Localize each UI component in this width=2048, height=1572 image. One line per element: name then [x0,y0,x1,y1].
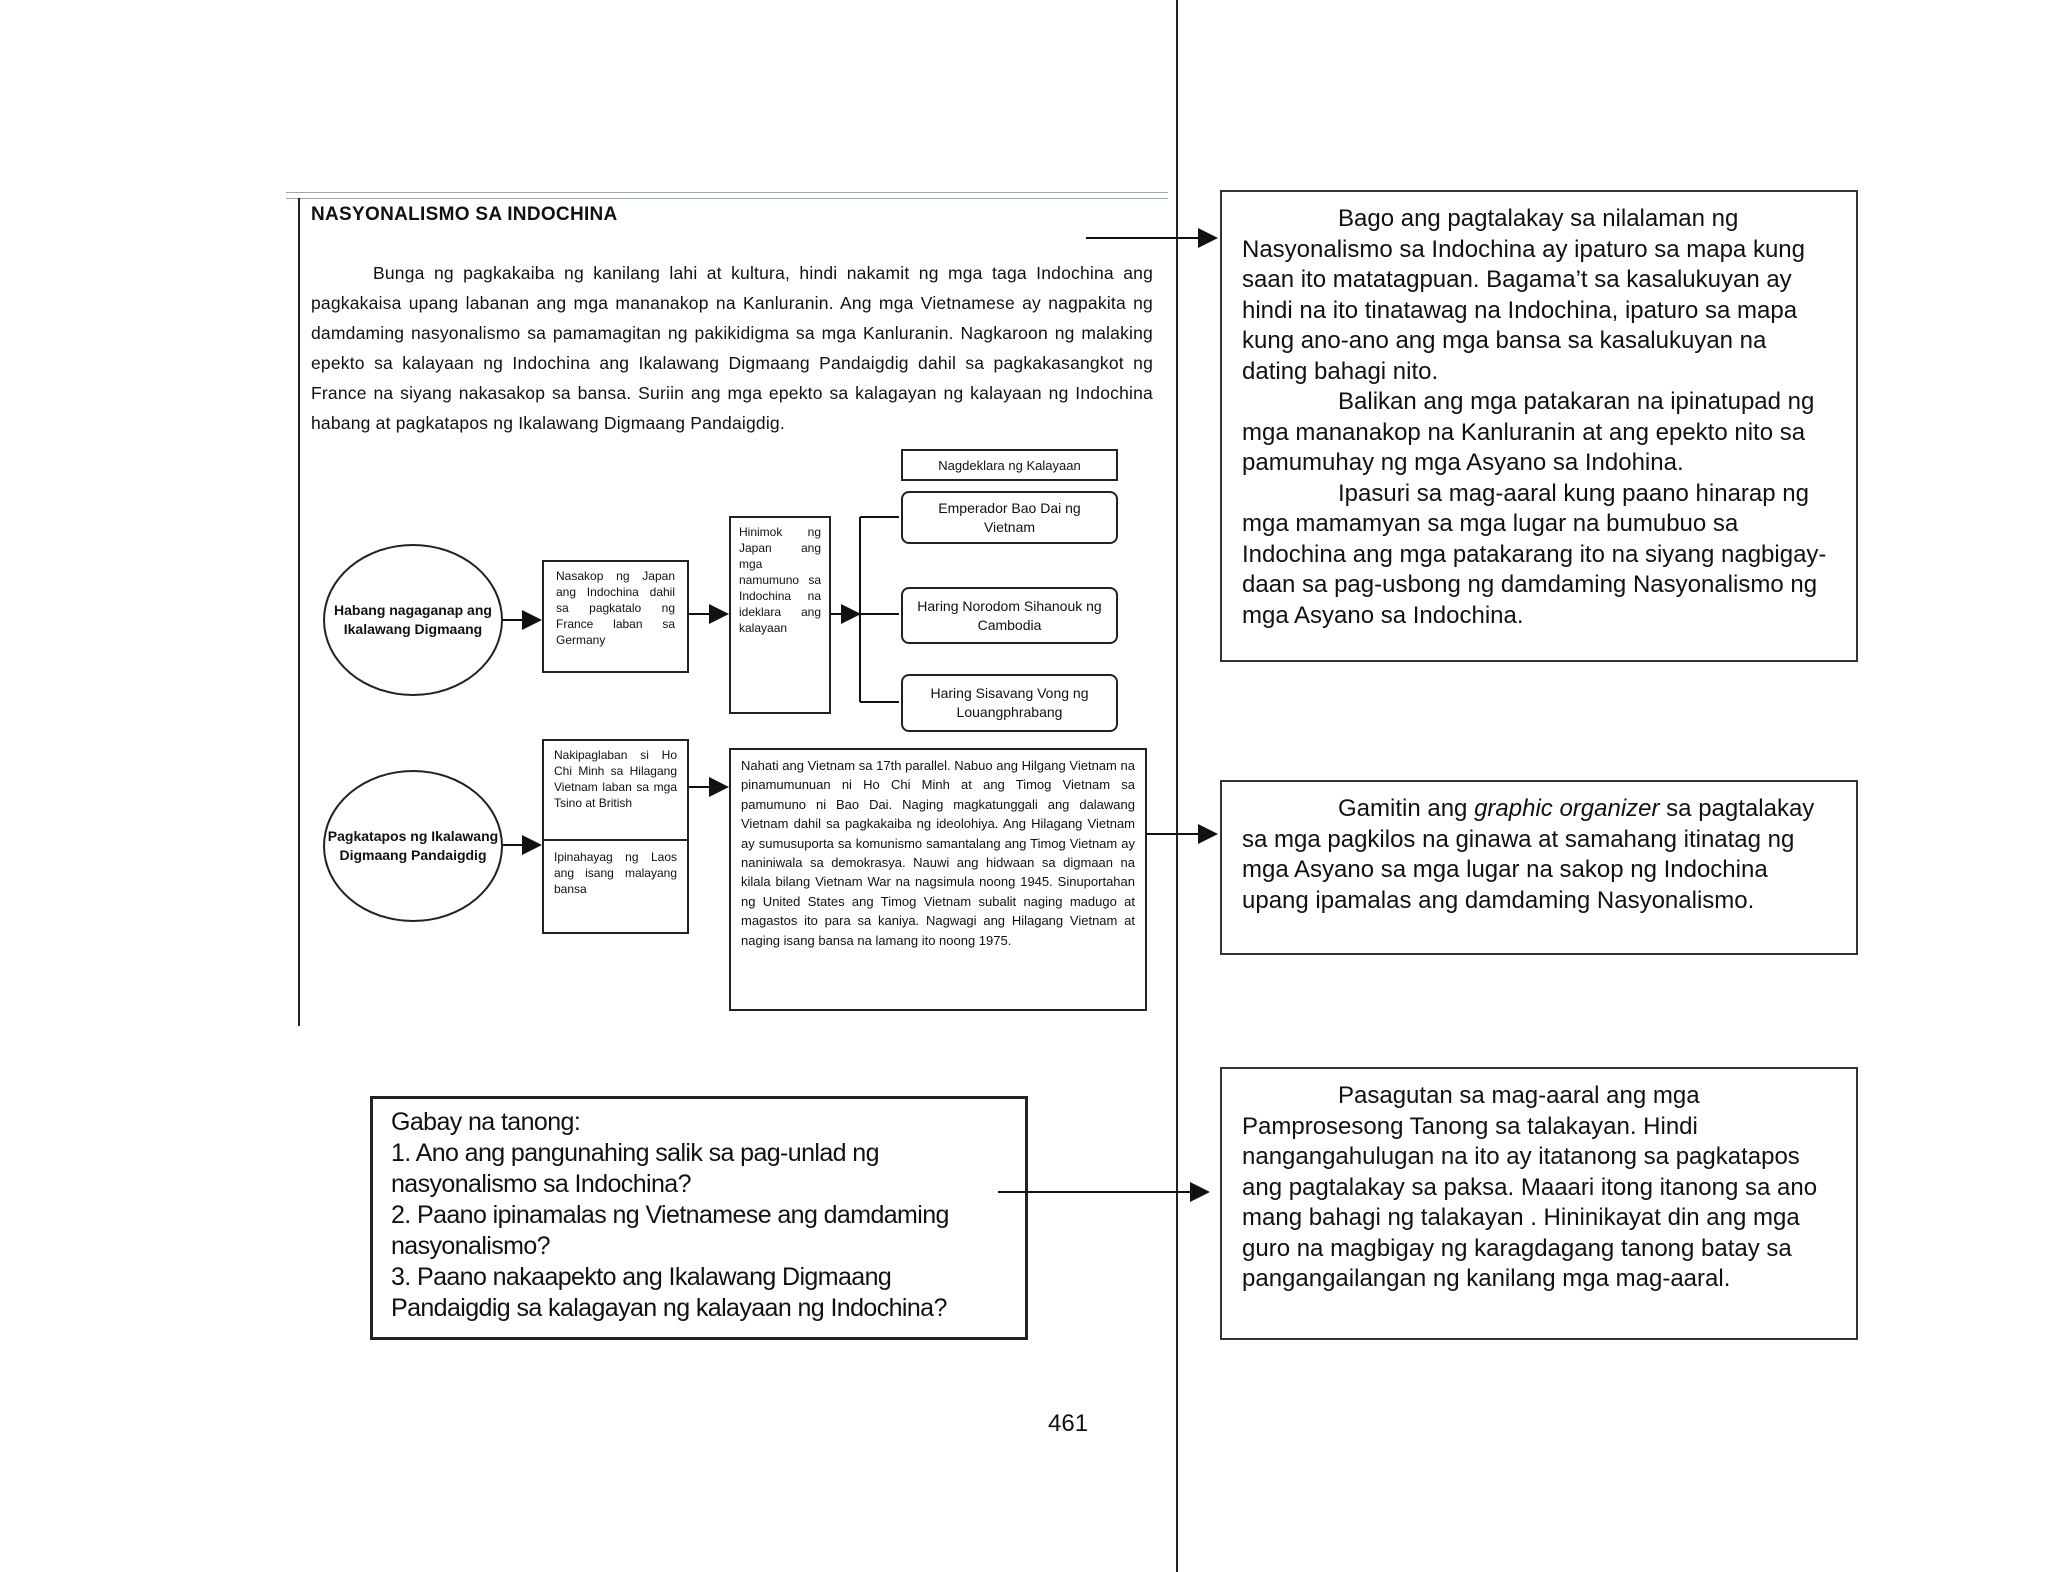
excerpt-paragraph: Bunga ng pagkakaiba ng kanilang lahi at kultura, hindi nakamit ng mga taga Indochina ang pagkakaisa upang labanan ang mga mananakop na Kanluranin. Ang mga Vietnamese ay nagpakita ng damdaming nasyonalismo sa pamamagitan ng pakikidigma sa mga Kanluranin. Nagkaroon ng malaking epekto sa kalayaan ng Indochina ang Ikalawang Digmaang Pandaigdig dahil sa pagkakasangkot ng France na siyang nakasakop sa bansa. Suriin ang mga epekto sa kalagayan ng kalayaan ng Indochina habang at pagkatapos ng Ikalawang Digmaang Pandaigdig. [311,263,1153,433]
guide-question-1: 1. Ano ang pangunahing salik sa pag-unlad ng nasyonalismo sa Indochina? [391,1139,879,1198]
oval-after-war: Pagkatapos ng Ikalawang Digmaang Pandaigdig [323,770,503,922]
guide-question-3: 3. Paano nakaapekto ang Ikalawang Digmaang Pandaigdig sa kalagayan ng kalayaan ng Indochina? [391,1263,947,1322]
teacher-note-3-text: Pasagutan sa mag-aaral ang mga Pamprosesong Tanong sa talakayan. Hindi nangangahulugan na ito ay itatanong sa pagkatapos ang pagtalakay sa paksa. Maaari itong itanong sa ano mang bahagi ng talakayan . Hininikayat din ang mga guro na magbigay ng karagdagang tanong batay sa pangangailangan ng kanilang mga mag-aaral. [1242,1082,1818,1292]
leader-sisavang-vong: Haring Sisavang Vong ng Louangphrabang [901,674,1118,732]
teacher-note-2-italic: graphic organizer [1474,795,1660,822]
page-number: 461 [1048,1410,1089,1437]
guide-question-2: 2. Paano ipinamalas ng Vietnamese ang damdaming nasyonalismo? [391,1201,949,1260]
leader-norodom-sihanouk: Haring Norodom Sihanouk ng Cambodia [901,587,1118,644]
excerpt-title: NASYONALISMO SA INDOCHINA [311,204,618,225]
box-vietnam-war: Nahati ang Vietnam sa 17th parallel. Nabuo ang Hilgang Vietnam na pinamumunuan ni Ho Chi Minh at ang Timog Vietnam sa pamumuno ni Bao Dai. Naging magkatunggali ang dalawang Vietnam dahil sa pagkakaiba ng ideolohiya. Ang Hilagang Vietnam ay sumusuporta sa komunismo samantalang ang Timog Vietnam ay naniniwala sa demokrasya. Nauwi ang hidwaan sa digmaan na kilala bilang Vietnam War na nagsimula noong 1945. Sinuportahan ng United States ang Timog Vietnam subalit naging madugo at magastos ito para sa kaniya. Nagwagi ang Hilagang Vietnam at naging isang bansa na lamang ito noong 1975. [729,748,1147,1011]
box-japan-urged-declaration: Hinimok ng Japan ang mga namumuno sa Indochina na ideklara ang kalayaan [729,516,831,714]
leader-bao-dai: Emperador Bao Dai ng Vietnam [901,491,1118,544]
teacher-note-2-text-a: Gamitin ang [1338,795,1475,822]
oval-during-war: Habang nagaganap ang Ikalawang Digmaang [323,544,503,696]
declared-independence-header: Nagdeklara ng Kalayaan [901,449,1118,481]
box-laos-independence: Ipinahayag ng Laos ang isang malayang bansa [554,850,677,896]
teacher-note-1-para-2: Balikan ang mga patakaran na ipinatupad ng mga mananakop na Kanluranin at ang epekto nito sa pamumuhay ng mga Asyano sa Indohina. [1242,388,1815,476]
teacher-note-1-para-3: Ipasuri sa mag-aaral kung paano hinarap ng mga mamamyan sa mga lugar na bumubuo sa Indochina ang mga patakarang ito na siyang nagbigay-daan sa pag-usbong ng damdaming Nasyonalismo ng mga Asyano sa Indochina. [1242,479,1827,629]
teacher-note-1-para-1: Bago ang pagtalakay sa nilalaman ng Nasyonalismo sa Indochina ay ipaturo sa mapa kung saan ito matatagpuan. Bagama’t sa kasalukuyan ay hindi na ito tinatawag na Indochina, ipaturo sa mapa kung ano-ano ang mga bansa sa kasalukuyan na dating bahagi nito. [1242,205,1805,385]
teacher-note-2-text-b: sa pagtalakay sa mga pagkilos na ginawa at samahang itinatag ng mga Asyano sa mga lugar na sakop ng Indochina upang ipamalas ang damdaming Nasyonalismo. [1242,795,1815,914]
box-ho-chi-minh: Nakipaglaban si Ho Chi Minh sa Hilagang Vietnam laban sa mga Tsino at British [544,741,687,841]
box-japan-occupation: Nasakop ng Japan ang Indochina dahil sa pagkatalo ng France laban sa Germany [542,560,689,673]
guide-questions-heading: Gabay na tanong: [391,1108,581,1136]
